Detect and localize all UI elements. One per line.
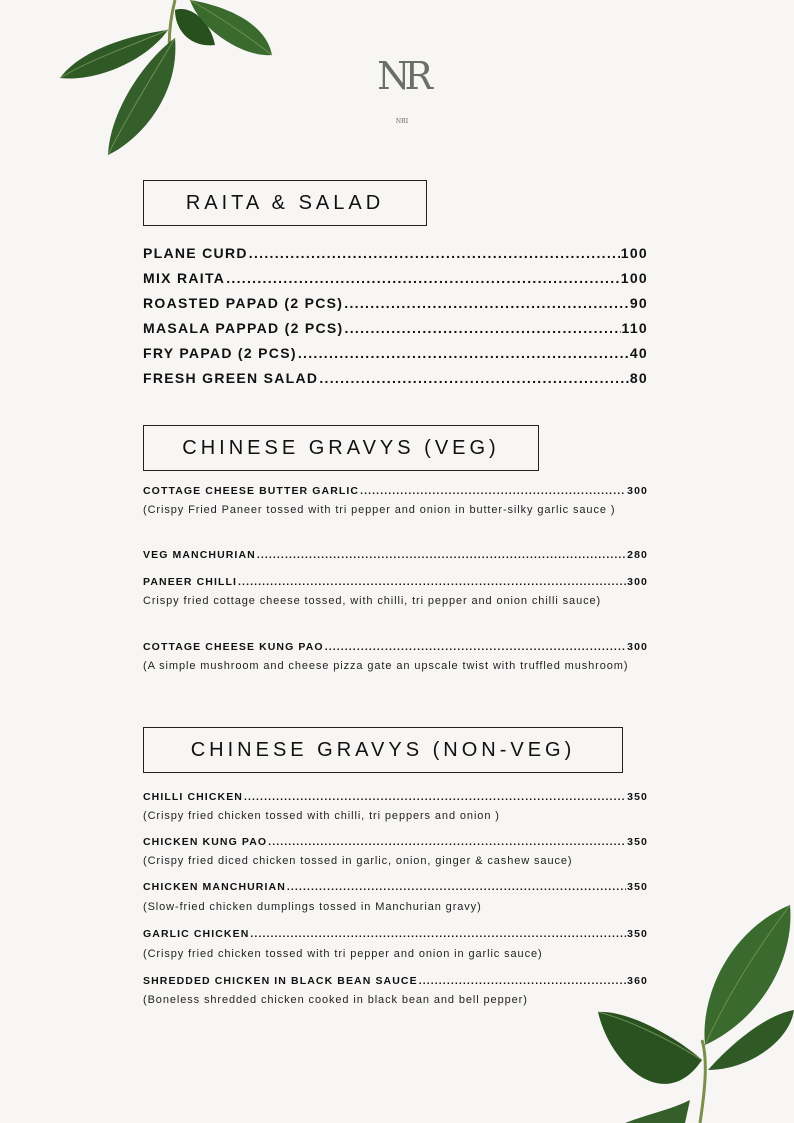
menu-item-name: FRESH GREEN SALAD <box>143 370 319 386</box>
menu-item-row <box>143 320 648 336</box>
menu-item-price: 100 <box>620 245 648 261</box>
menu-item-name: VEG MANCHURIAN <box>143 549 256 561</box>
menu-item-row <box>143 791 648 803</box>
menu-item-price: 40 <box>629 345 648 361</box>
menu-item-price: 110 <box>621 320 648 336</box>
menu-item-row <box>143 295 648 311</box>
menu-item-name: CHICKEN MANCHURIAN <box>143 881 286 893</box>
menu-item-price: 280 <box>627 549 648 561</box>
menu-item-description: (Crispy fried chicken tossed with tri pepper and onion in garlic sauce) <box>143 948 543 960</box>
menu-item-price: 350 <box>627 791 648 803</box>
section-title-chinese-non-veg: CHINESE GRAVYS (NON-VEG) <box>143 727 623 773</box>
menu-item-row <box>143 975 648 987</box>
menu-item-description: (Crispy fried chicken tossed with chilli, tri peppers and onion ) <box>143 810 500 822</box>
logo-small-text: NRI <box>395 118 409 125</box>
menu-item-name: PANEER CHILLI <box>143 576 238 588</box>
menu-item-name: CHILLI CHICKEN <box>143 791 243 803</box>
menu-item-row <box>143 881 648 893</box>
menu-item-price: 350 <box>627 881 648 893</box>
menu-item-description: (Crispy Fried Paneer tossed with tri pepper and onion in butter-silky garlic sauce ) <box>143 504 616 516</box>
menu-item-name: COTTAGE CHEESE KUNG PAO <box>143 641 324 653</box>
menu-item-name: MASALA PAPPAD (2 PCS) <box>143 320 344 336</box>
menu-item-name: COTTAGE CHEESE BUTTER GARLIC <box>143 485 360 497</box>
menu-item-name: ROASTED PAPAD (2 PCS) <box>143 295 344 311</box>
menu-item-price: 90 <box>629 295 648 311</box>
menu-item-description: (Boneless shredded chicken cooked in black bean and bell pepper) <box>143 994 528 1006</box>
menu-item-description: (A simple mushroom and cheese pizza gate an upscale twist with truffled mushroom) <box>143 660 629 672</box>
menu-item-price: 100 <box>620 270 648 286</box>
menu-item-row <box>143 345 648 361</box>
menu-item-price: 80 <box>629 370 648 386</box>
menu-item-price: 300 <box>627 576 648 588</box>
menu-item-price: 350 <box>627 928 648 940</box>
logo-monogram: NR <box>377 54 427 98</box>
restaurant-logo <box>372 52 432 130</box>
section-title-chinese-veg: CHINESE GRAVYS (VEG) <box>143 425 539 471</box>
menu-item-row <box>143 641 648 653</box>
menu-item-row <box>143 245 648 261</box>
section-title-raita-salad: RAITA & SALAD <box>143 180 427 226</box>
menu-item-name: GARLIC CHICKEN <box>143 928 250 940</box>
menu-item-row <box>143 270 648 286</box>
menu-item-description: (Slow-fried chicken dumplings tossed in Manchurian gravy) <box>143 901 482 913</box>
leaf-decoration-top-left <box>50 0 280 160</box>
menu-item-row <box>143 928 648 940</box>
menu-item-description: Crispy fried cottage cheese tossed, with chilli, tri pepper and onion chilli sauce) <box>143 595 602 607</box>
menu-item-name: FRY PAPAD (2 PCS) <box>143 345 297 361</box>
menu-item-row <box>143 576 648 588</box>
menu-item-row <box>143 485 648 497</box>
menu-item-name: MIX RAITA <box>143 270 226 286</box>
menu-item-price: 360 <box>627 975 648 987</box>
menu-item-price: 300 <box>627 485 648 497</box>
menu-item-row <box>143 370 648 386</box>
menu-item-row <box>143 836 648 848</box>
menu-item-name: PLANE CURD <box>143 245 248 261</box>
menu-item-price: 300 <box>627 641 648 653</box>
menu-item-price: 350 <box>627 836 648 848</box>
menu-item-name: CHICKEN KUNG PAO <box>143 836 268 848</box>
menu-item-row <box>143 549 648 561</box>
menu-item-name: SHREDDED CHICKEN IN BLACK BEAN SAUCE <box>143 975 418 987</box>
menu-item-description: (Crispy fried diced chicken tossed in garlic, onion, ginger & cashew sauce) <box>143 855 573 867</box>
